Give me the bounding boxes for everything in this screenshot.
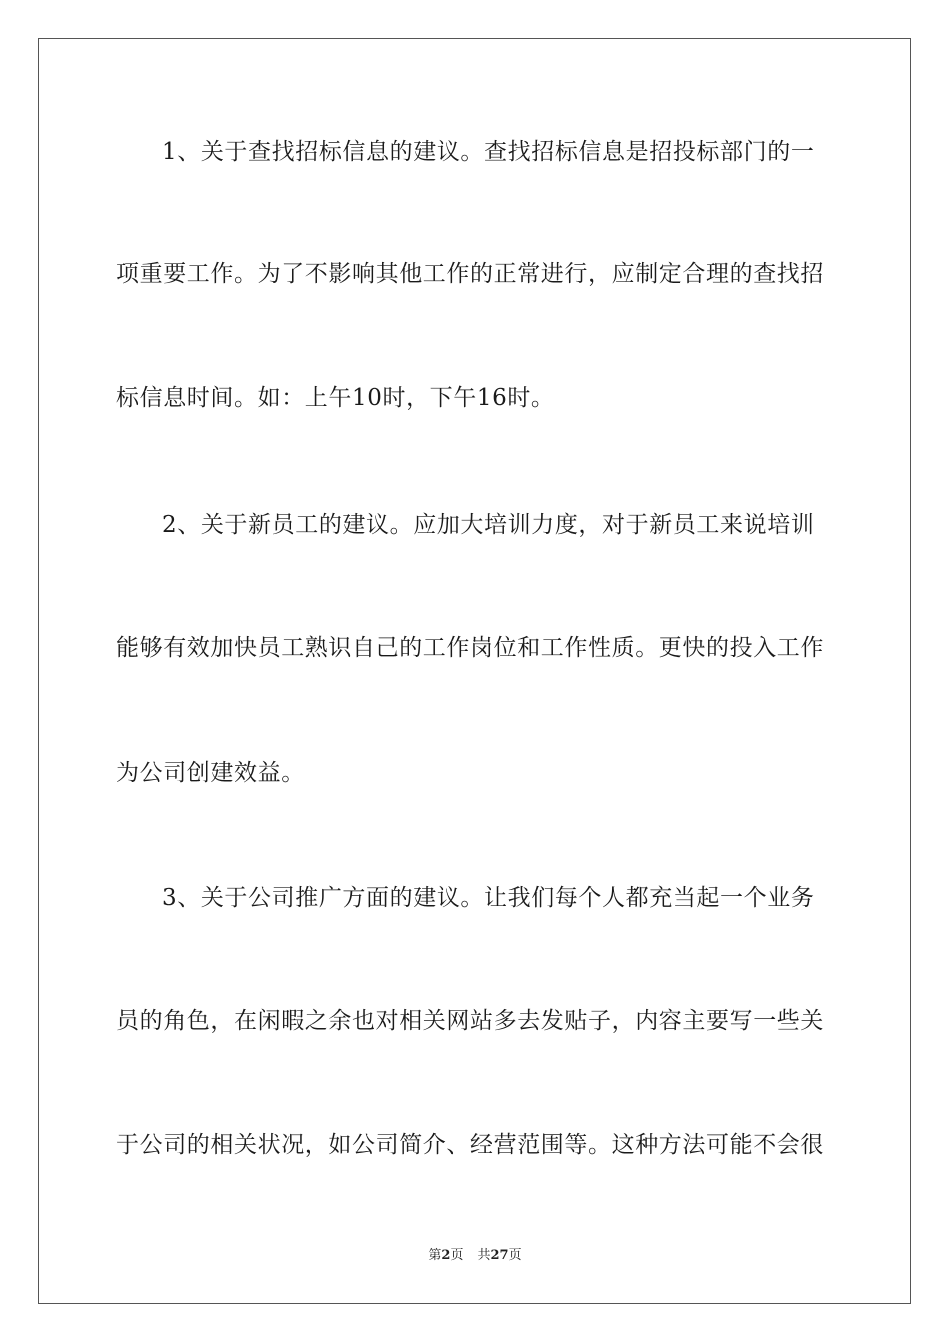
paragraph-2-line-3: 为公司创建效益。	[116, 760, 305, 786]
total-prefix: 共	[477, 1248, 491, 1263]
page-footer	[0, 1247, 950, 1265]
paragraph-3-line-1: 3、关于公司推广方面的建议。让我们每个人都充当起一个业务	[162, 885, 815, 911]
page-prefix: 第	[428, 1248, 442, 1263]
paragraph-3-line-2: 员的角色，在闲暇之余也对相关网站多去发贴子，内容主要写一些关	[116, 1008, 824, 1034]
total-pages: 27	[490, 1248, 509, 1263]
total-suffix: 页	[508, 1248, 522, 1263]
page-border	[38, 38, 911, 1304]
paragraph-1-line-3: 标信息时间。如：上午10时，下午16时。	[116, 385, 555, 411]
paragraph-1-line-2: 项重要工作。为了不影响其他工作的正常进行，应制定合理的查找招	[116, 261, 824, 287]
page-number: 2	[441, 1248, 451, 1263]
paragraph-1-line-1: 1、关于查找招标信息的建议。查找招标信息是招投标部门的一	[162, 139, 815, 165]
paragraph-2-line-2: 能够有效加快员工熟识自己的工作岗位和工作性质。更快的投入工作	[116, 635, 824, 661]
paragraph-3-line-3: 于公司的相关状况，如公司简介、经营范围等。这种方法可能不会很	[116, 1132, 824, 1158]
page-suffix: 页	[450, 1248, 464, 1263]
paragraph-2-line-1: 2、关于新员工的建议。应加大培训力度，对于新员工来说培训	[162, 512, 815, 538]
